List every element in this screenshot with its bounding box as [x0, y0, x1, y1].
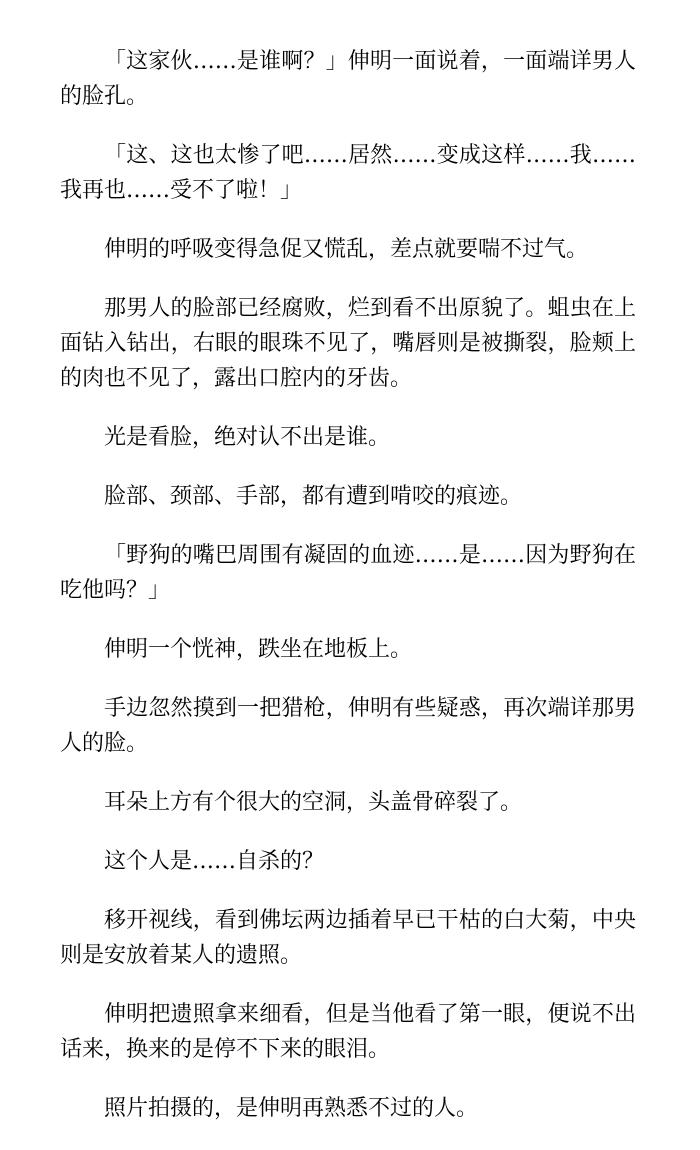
paragraph: 伸明把遗照拿来细看，但是当他看了第一眼，便说不出话来，换来的是停不下来的眼泪。	[60, 1002, 636, 1062]
paragraph: 「这、这也太惨了吧……居然……变成这样……我……我再也……受不了啦！」	[60, 143, 636, 203]
paragraph: 手边忽然摸到一把猎枪，伸明有些疑惑，再次端详那男人的脸。	[60, 696, 636, 756]
paragraph: 耳朵上方有个很大的空洞，头盖骨碎裂了。	[104, 790, 523, 815]
paragraph: 「野狗的嘴巴周围有凝固的血迹……是……因为野狗在吃他吗？」	[60, 543, 636, 603]
paragraph: 脸部、颈部、手部，都有遭到啃咬的痕迹。	[104, 484, 523, 509]
paragraph: 照片拍摄的，是伸明再熟悉不过的人。	[104, 1096, 479, 1121]
paragraph: 那男人的脸部已经腐败，烂到看不出原貌了。蛆虫在上面钻入钻出，右眼的眼珠不见了，嘴唇则是被撕裂，脸颊上的肉也不见了，露出口腔内的牙齿。	[60, 296, 636, 391]
paragraph: 伸明的呼吸变得急促又慌乱，差点就要喘不过气。	[104, 237, 589, 262]
paragraph: 这个人是……自杀的？	[104, 849, 325, 874]
paragraph: 光是看脸，绝对认不出是谁。	[104, 425, 391, 450]
paragraph: 伸明一个恍神，跌坐在地板上。	[104, 637, 413, 662]
document-body	[60, 44, 636, 1150]
paragraph: 移开视线，看到佛坛两边插着早已干枯的白大菊，中央则是安放着某人的遗照。	[60, 908, 636, 968]
paragraph: 「这家伙……是谁啊？」伸明一面说着，一面端详男人的脸孔。	[60, 49, 636, 109]
